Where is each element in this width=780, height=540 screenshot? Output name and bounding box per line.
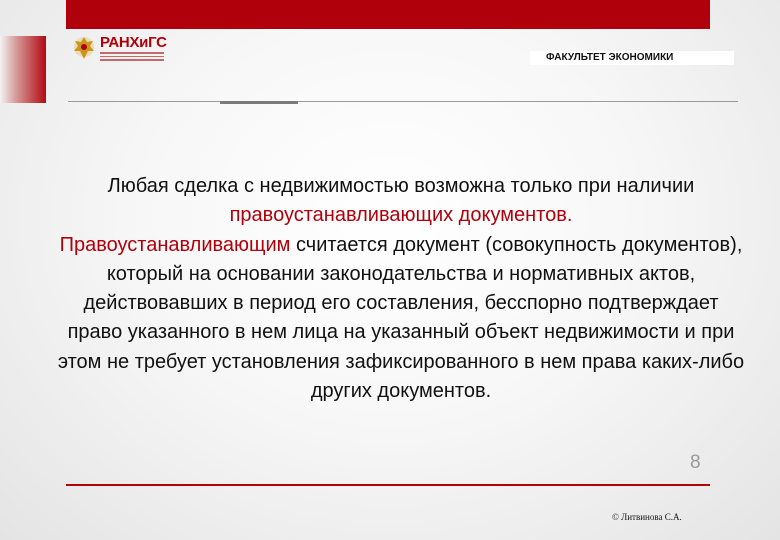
page-number: 8 <box>690 452 701 473</box>
slide-body-text <box>56 172 746 406</box>
highlight-term-documents: правоустанавливающих документов. <box>229 204 573 227</box>
highlight-term-establishing: Правоустанавливающим <box>59 233 291 256</box>
header-divider-accent <box>220 101 298 104</box>
header-divider <box>68 101 738 102</box>
side-accent-block <box>0 36 46 103</box>
top-accent-bar <box>66 0 710 29</box>
logo-wordmark: РАНХиГС <box>100 34 167 51</box>
body-text-part1: Любая сделка с недвижимостью возможна только при наличии <box>107 175 695 197</box>
faculty-label: ФАКУЛЬТЕТ ЭКОНОМИКИ <box>530 51 734 65</box>
body-text-part2: считается документ (совокупность документов), который на основании законодательства и нормативных актов, действовавших в период его составления, бесспорно подтверждает право указанного в нем лица на указанный объект недвижимости и при этом не требует установления зафиксированного в нем права каких-либо других документов. <box>57 233 745 403</box>
footer-divider <box>66 484 710 486</box>
logo-subtitle-lines <box>100 52 164 63</box>
copyright-text: © Литвинова С.А. <box>612 512 682 522</box>
ranepa-logo <box>72 34 182 64</box>
eagle-emblem-icon <box>72 34 96 62</box>
